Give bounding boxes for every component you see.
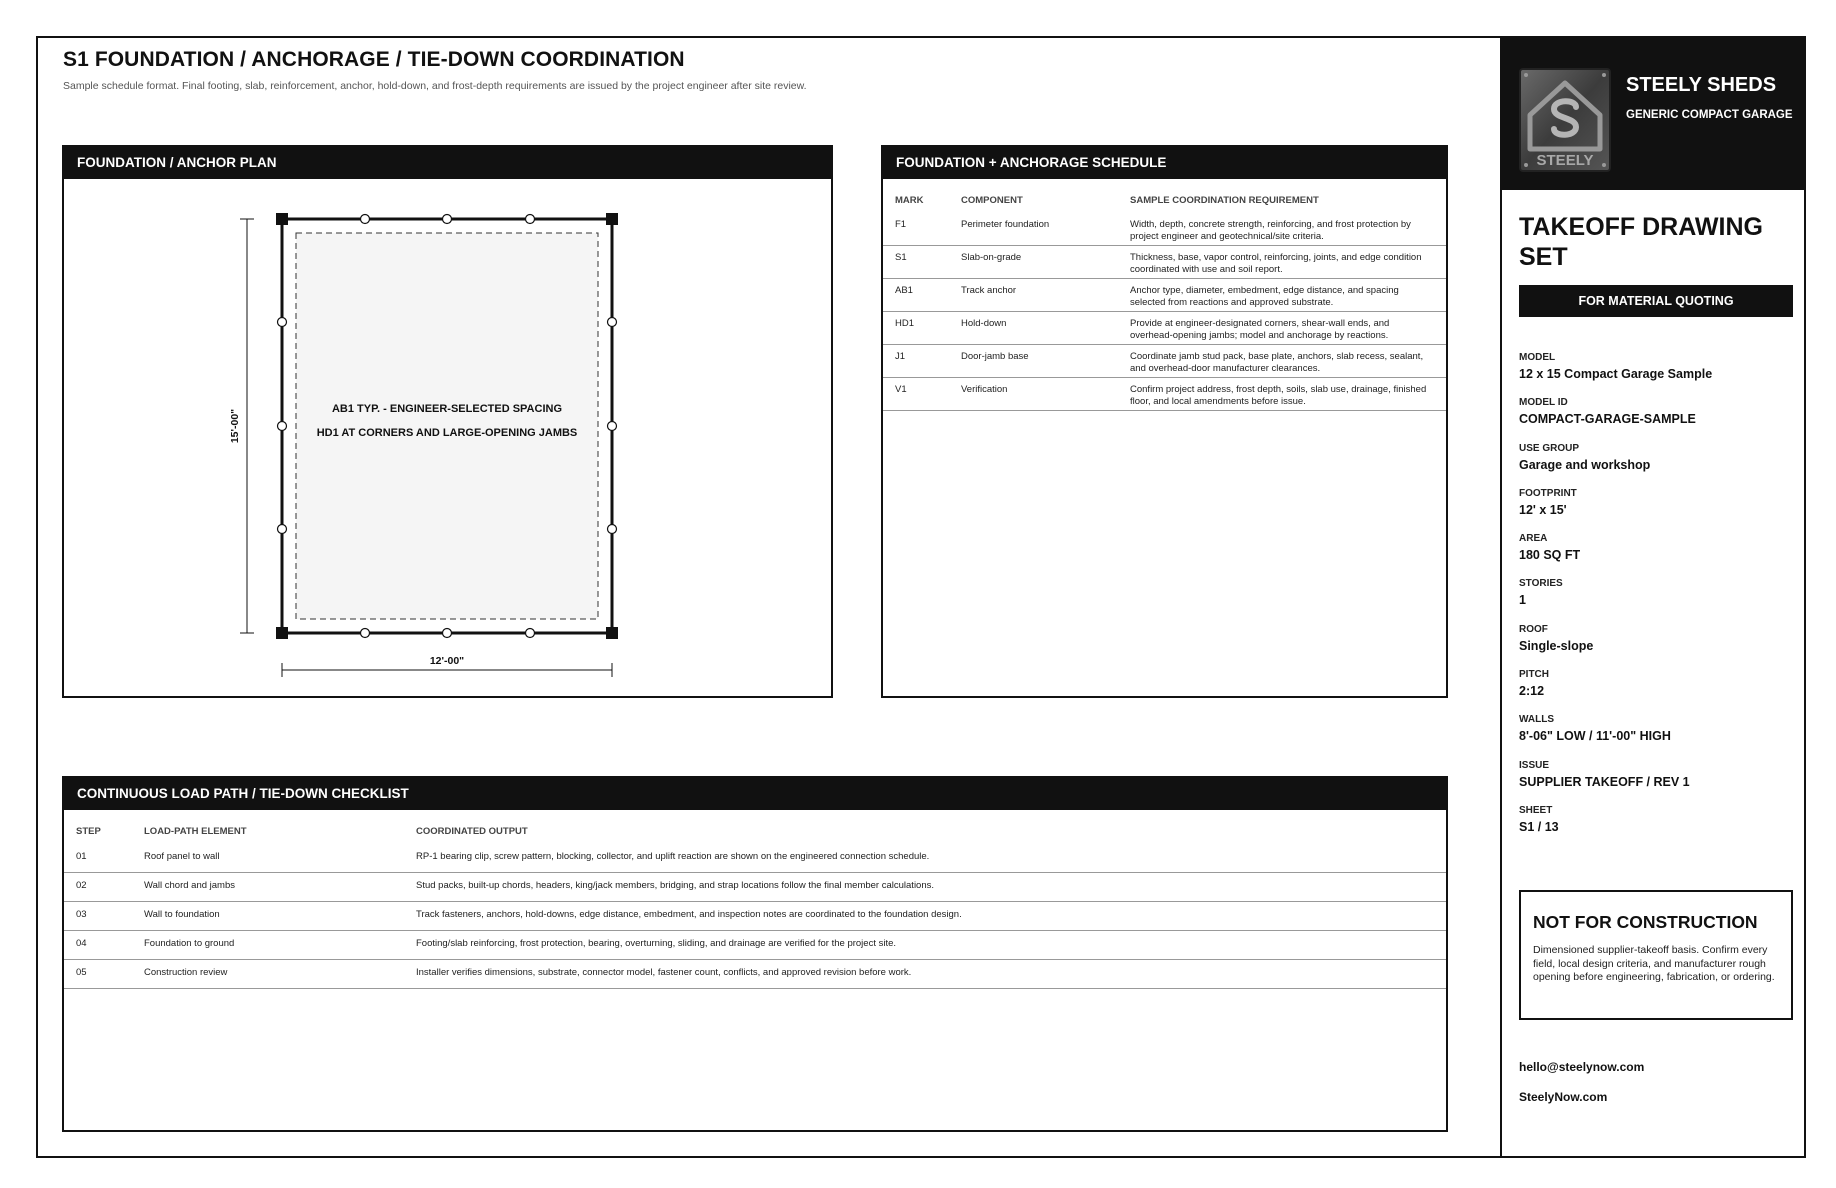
plan-heading: FOUNDATION / ANCHOR PLAN [64,147,831,179]
requirement-cell: Anchor type, diameter, embedment, edge distance, and spacing selected from reactions and approved substrate. [1130,285,1399,308]
contact-email-link[interactable]: hello@steelynow.com [1519,1060,1645,1074]
table-row [64,902,1446,931]
column-header-component: COMPONENT [961,195,1023,206]
field-walls: WALLS 8'-06" LOW / 11'-00" HIGH [1519,714,1671,744]
output-cell: RP-1 bearing clip, screw pattern, blocking, collector, and uplift reaction are shown on the engineered connection schedule. [416,851,930,862]
drawing-set-title: TAKEOFF DRAWING SET [1519,213,1763,271]
load-path-checklist-panel [62,776,1448,1132]
anchor-bolt-marker [443,215,452,224]
element-cell: Roof panel to wall [144,851,220,862]
step-cell: 05 [76,967,87,978]
slab-inner-dashed-line [296,233,598,619]
column-header-step: STEP [76,826,101,837]
hold-down-marker [606,627,618,639]
step-cell: 04 [76,938,87,949]
column-header-element: LOAD-PATH ELEMENT [144,826,247,837]
mark-cell: F1 [895,219,907,230]
requirement-cell: Thickness, base, vapor control, reinforcing, joints, and edge condition coordinated with use and soil report. [1130,252,1422,275]
length-dimension-label: 15'-00" [229,408,241,444]
step-cell: 01 [76,851,87,862]
not-for-construction-text: Dimensioned supplier-takeoff basis. Confirm every field, local design criteria, and manufacturer rough opening before engineering, fabrication, or ordering. [1533,944,1775,983]
step-cell: 03 [76,909,87,920]
output-cell: Installer verifies dimensions, substrate, connector model, fastener count, conflicts, and approved revision before work. [416,967,912,978]
schedule-table [883,179,1446,411]
requirement-cell: Provide at engineer-designated corners, shear-wall ends, and overhead-opening jambs; model and anchorage by reactions. [1130,318,1390,341]
field-model-id: MODEL ID COMPACT-GARAGE-SAMPLE [1519,397,1696,427]
field-model: MODEL 12 x 15 Compact Garage Sample [1519,352,1713,381]
output-cell: Track fasteners, anchors, hold-downs, edge distance, embedment, and inspection notes are coordinated to the foundation design. [416,909,962,920]
output-cell: Stud packs, built-up chords, headers, king/jack members, bridging, and strap locations follow the final member calculations. [416,880,935,891]
column-header-output: COORDINATED OUTPUT [416,826,528,837]
table-row [883,345,1446,378]
anchor-bolt-marker [361,215,370,224]
element-cell: Foundation to ground [144,938,235,949]
element-cell: Construction review [144,967,228,978]
brand-name: STEELY SHEDS [1626,74,1777,96]
table-row [64,960,1446,989]
mark-cell: AB1 [895,285,913,296]
plan-note-hold-downs: HD1 AT CORNERS AND LARGE-OPENING JAMBS [316,427,578,439]
hold-down-marker [606,213,618,225]
table-header [64,810,1446,838]
anchor-bolt-marker [608,422,617,431]
sheet-note: Sample schedule format. Final footing, slab, reinforcement, anchor, hold-down, and frost-depth requirements are issued by the project engineer after site review. [63,80,807,92]
hold-down-marker [276,213,288,225]
anchor-bolt-marker [278,525,287,534]
element-cell: Wall to foundation [144,909,220,920]
anchor-bolt-marker [608,318,617,327]
checklist-heading: CONTINUOUS LOAD PATH / TIE-DOWN CHECKLIST [64,778,1446,810]
requirement-cell: Coordinate jamb stud pack, base plate, anchors, slab recess, sealant, and overhead-door manufacturer clearances. [1130,351,1424,374]
component-cell: Perimeter foundation [961,219,1050,230]
brand-subtitle: GENERIC COMPACT GARAGE [1626,109,1793,121]
title-block-header [1502,36,1806,190]
table-row [883,246,1446,279]
table-row [883,378,1446,411]
mark-cell: S1 [895,252,907,263]
not-for-construction-title: NOT FOR CONSTRUCTION [1533,912,1758,932]
svg-text:STEELY: STEELY [1536,152,1594,169]
anchor-bolt-marker [608,525,617,534]
mark-cell: J1 [895,351,906,362]
anchor-bolt-marker [526,215,535,224]
mark-cell: V1 [895,384,907,395]
field-area: AREA 180 SQ FT [1519,533,1581,563]
table-row [64,844,1446,873]
anchor-bolt-marker [443,629,452,638]
not-for-construction-box [1519,890,1793,1020]
hold-down-marker [276,627,288,639]
column-header-mark: MARK [895,195,924,206]
requirement-cell: Width, depth, concrete strength, reinforcing, and frost protection by project engineer and geotechnical/site criteria. [1130,219,1411,242]
plan-note-anchor-spacing: AB1 TYP. - ENGINEER-SELECTED SPACING [331,403,563,415]
sheet-title: S1 FOUNDATION / ANCHORAGE / TIE-DOWN COORDINATION [63,48,685,71]
width-dimension-label: 12'-00" [429,655,465,667]
requirement-cell: Confirm project address, frost depth, soils, slab use, drainage, finished floor, and local amendments before issue. [1130,384,1427,407]
table-row [883,312,1446,345]
foundation-anchor-plan-panel [62,145,833,698]
anchor-bolt-marker [526,629,535,638]
checklist-table [64,810,1446,989]
plan-drawing [64,179,831,696]
field-issue: ISSUE SUPPLIER TAKEOFF / REV 1 [1519,759,1690,789]
step-cell: 02 [76,880,87,891]
house-s-emblem-icon [1518,67,1612,173]
anchor-bolt-marker [278,422,287,431]
schedule-heading: FOUNDATION + ANCHORAGE SCHEDULE [883,147,1446,179]
field-footprint: FOOTPRINT 12' x 15' [1519,487,1577,517]
table-row [64,873,1446,902]
table-row [883,213,1446,246]
field-use-group: USE GROUP Garage and workshop [1519,442,1651,472]
component-cell: Door-jamb base [961,351,1029,362]
title-block [1500,36,1806,1158]
field-sheet: SHEET S1 / 13 [1519,804,1559,834]
anchor-bolt-marker [361,629,370,638]
project-fields [1519,352,1789,850]
field-roof: ROOF Single-slope [1519,623,1594,653]
table-row [64,931,1446,960]
website-link[interactable]: SteelyNow.com [1519,1090,1608,1104]
table-header [883,179,1446,207]
component-cell: Slab-on-grade [961,252,1022,263]
anchor-bolt-marker [278,318,287,327]
foundation-anchorage-schedule-panel [881,145,1448,698]
table-row [883,279,1446,312]
output-cell: Footing/slab reinforcing, frost protection, bearing, overturning, sliding, and drainage are verified for the project site. [416,938,897,949]
component-cell: Track anchor [961,285,1017,296]
mark-cell: HD1 [895,318,915,329]
column-header-requirement: SAMPLE COORDINATION REQUIREMENT [1130,195,1319,206]
quoting-label: FOR MATERIAL QUOTING [1519,285,1793,317]
element-cell: Wall chord and jambs [144,880,235,891]
component-cell: Verification [961,384,1008,395]
component-cell: Hold-down [961,318,1007,329]
field-stories: STORIES 1 [1519,578,1563,608]
field-pitch: PITCH 2:12 [1519,669,1549,699]
